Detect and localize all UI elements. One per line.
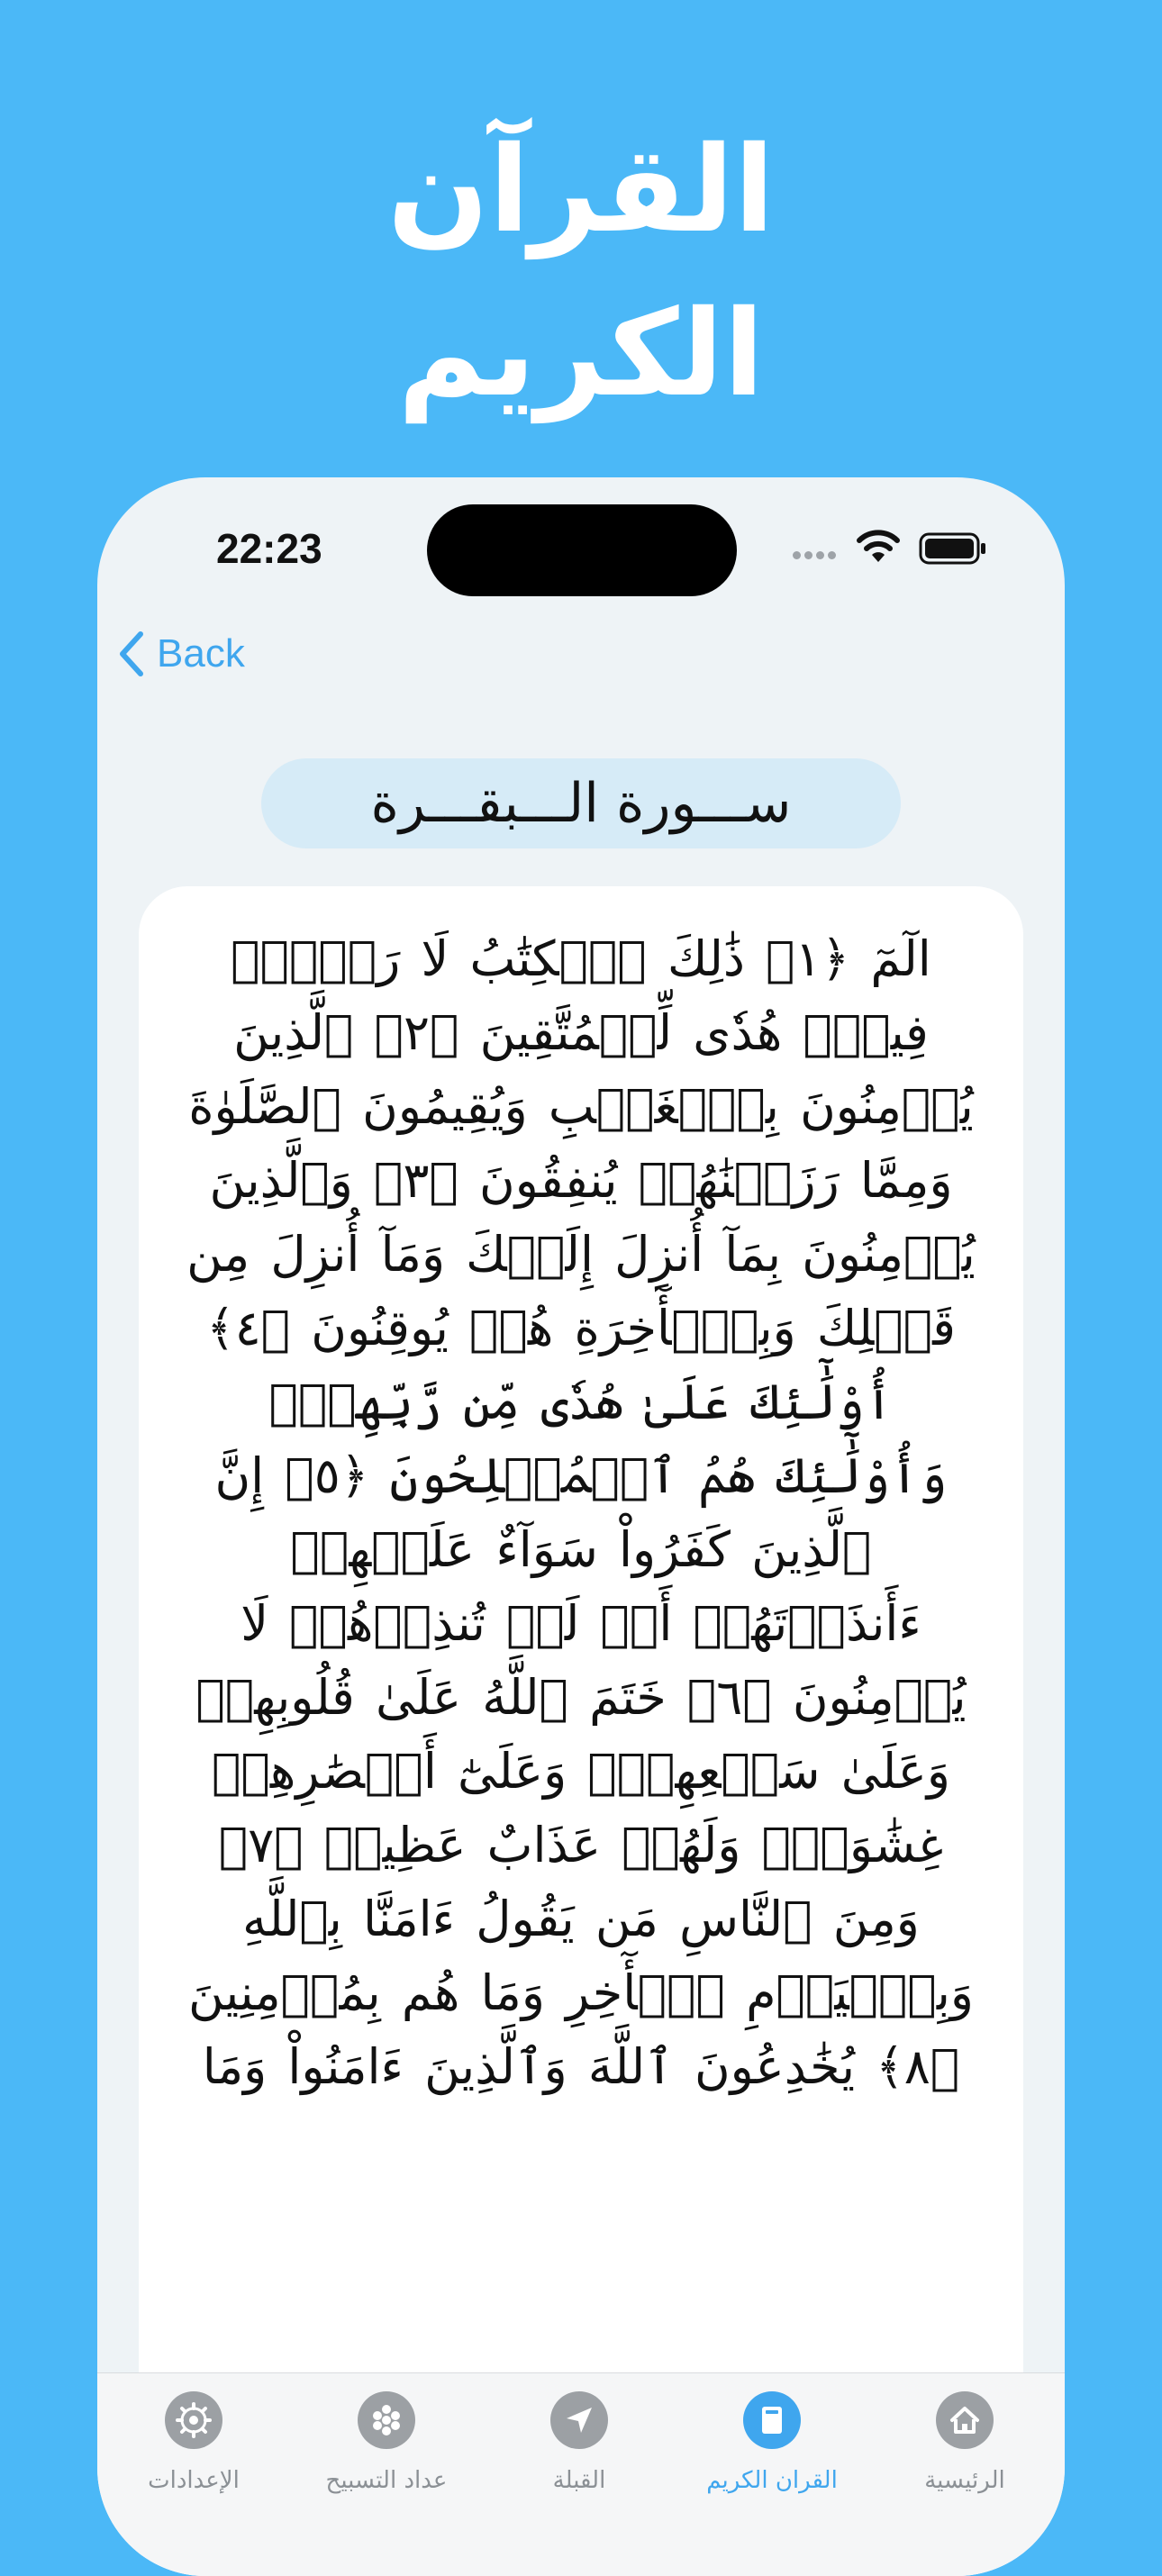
tab-tasbih-counter[interactable] — [290, 2391, 483, 2494]
tab-settings[interactable] — [97, 2391, 290, 2494]
beads-icon — [358, 2391, 415, 2449]
tab-quran[interactable] — [676, 2391, 868, 2494]
phone-frame — [97, 477, 1065, 2576]
chevron-left-icon — [117, 630, 144, 677]
tab-qibla[interactable] — [483, 2391, 676, 2494]
tab-label-qibla: القبلة — [552, 2467, 606, 2494]
tab-home[interactable] — [868, 2391, 1061, 2494]
home-icon — [936, 2391, 994, 2449]
promo-headline — [0, 108, 1162, 436]
tab-label-settings: الإعدادات — [148, 2467, 240, 2494]
tab-bar — [97, 2372, 1065, 2576]
wifi-icon — [856, 530, 901, 564]
headline-line-2: الكريم — [397, 285, 765, 423]
back-label: Back — [157, 631, 245, 676]
battery-icon — [919, 531, 987, 566]
headline-line-1: القرآن — [387, 121, 775, 259]
status-time: 22:23 — [216, 525, 322, 572]
dynamic-island — [427, 504, 737, 596]
compass-arrow-icon — [550, 2391, 608, 2449]
cellular-signal-icon — [793, 546, 840, 563]
quran-verses: الٓمٓ ﴿١﴾ ذَٰلِكَ ٱلۡكِتَٰبُ لَا رَيۡبَۛ فِيهِۛ هُدٗى لِّلۡمُتَّقِينَ ﴿٢﴾ ٱلَّذِينَ يُؤۡمِنُونَ بِٱلۡغَيۡبِ وَيُقِيمُونَ ٱلصَّلَوٰةَ وَمِمَّا رَزَقۡنَٰهُمۡ يُنفِقُونَ ﴿٣﴾ وَٱلَّذِينَ يُؤۡمِنُونَ بِمَآ أُنزِلَ إِلَيۡكَ وَمَآ أُنزِلَ مِن قَبۡلِكَ وَبِٱلۡأٓخِرَةِ هُمۡ يُوقِنُونَ ﴿٤﴾ أُوْلَٰٓئِكَ عَلَىٰ هُدٗى مِّن رَّبِّهِمۡۖ وَأُوْلَٰٓئِكَ هُمُ ٱلۡمُفۡلِحُونَ ﴿٥﴾ إِنَّ ٱلَّذِينَ كَفَرُواْ سَوَآءٌ عَلَيۡهِمۡ ءَأَنذَرۡتَهُمۡ أَمۡ لَمۡ تُنذِرۡهُمۡ لَا يُؤۡمِنُونَ ﴿٦﴾ خَتَمَ ٱللَّهُ عَلَىٰ قُلُوبِهِمۡ وَعَلَىٰ سَمۡعِهِمۡۖ وَعَلَىٰٓ أَبۡصَٰرِهِمۡ غِشَٰوَةٞۖ وَلَهُمۡ عَذَابٌ عَظِيمٞ ﴿٧﴾ وَمِنَ ٱلنَّاسِ مَن يَقُولُ ءَامَنَّا بِٱللَّهِ وَبِٱلۡيَوۡمِ ٱلۡأٓخِرِ وَمَا هُم بِمُؤۡمِنِينَ ﴿٨﴾ يُخَٰدِعُونَ ٱللَّهَ وَٱلَّذِينَ ءَامَنُواْ وَمَا — [186, 930, 976, 2095]
tab-label-tasbih: عداد التسبيح — [325, 2467, 448, 2494]
tab-label-quran: القران الكريم — [706, 2467, 838, 2494]
book-icon — [743, 2391, 801, 2449]
back-button[interactable] — [117, 630, 245, 677]
gear-icon — [165, 2391, 222, 2449]
surah-title: ســـورة الـــبقـــرة — [261, 758, 901, 848]
tab-label-home: الرئيسية — [924, 2467, 1005, 2494]
quran-text-card[interactable] — [139, 886, 1023, 2576]
